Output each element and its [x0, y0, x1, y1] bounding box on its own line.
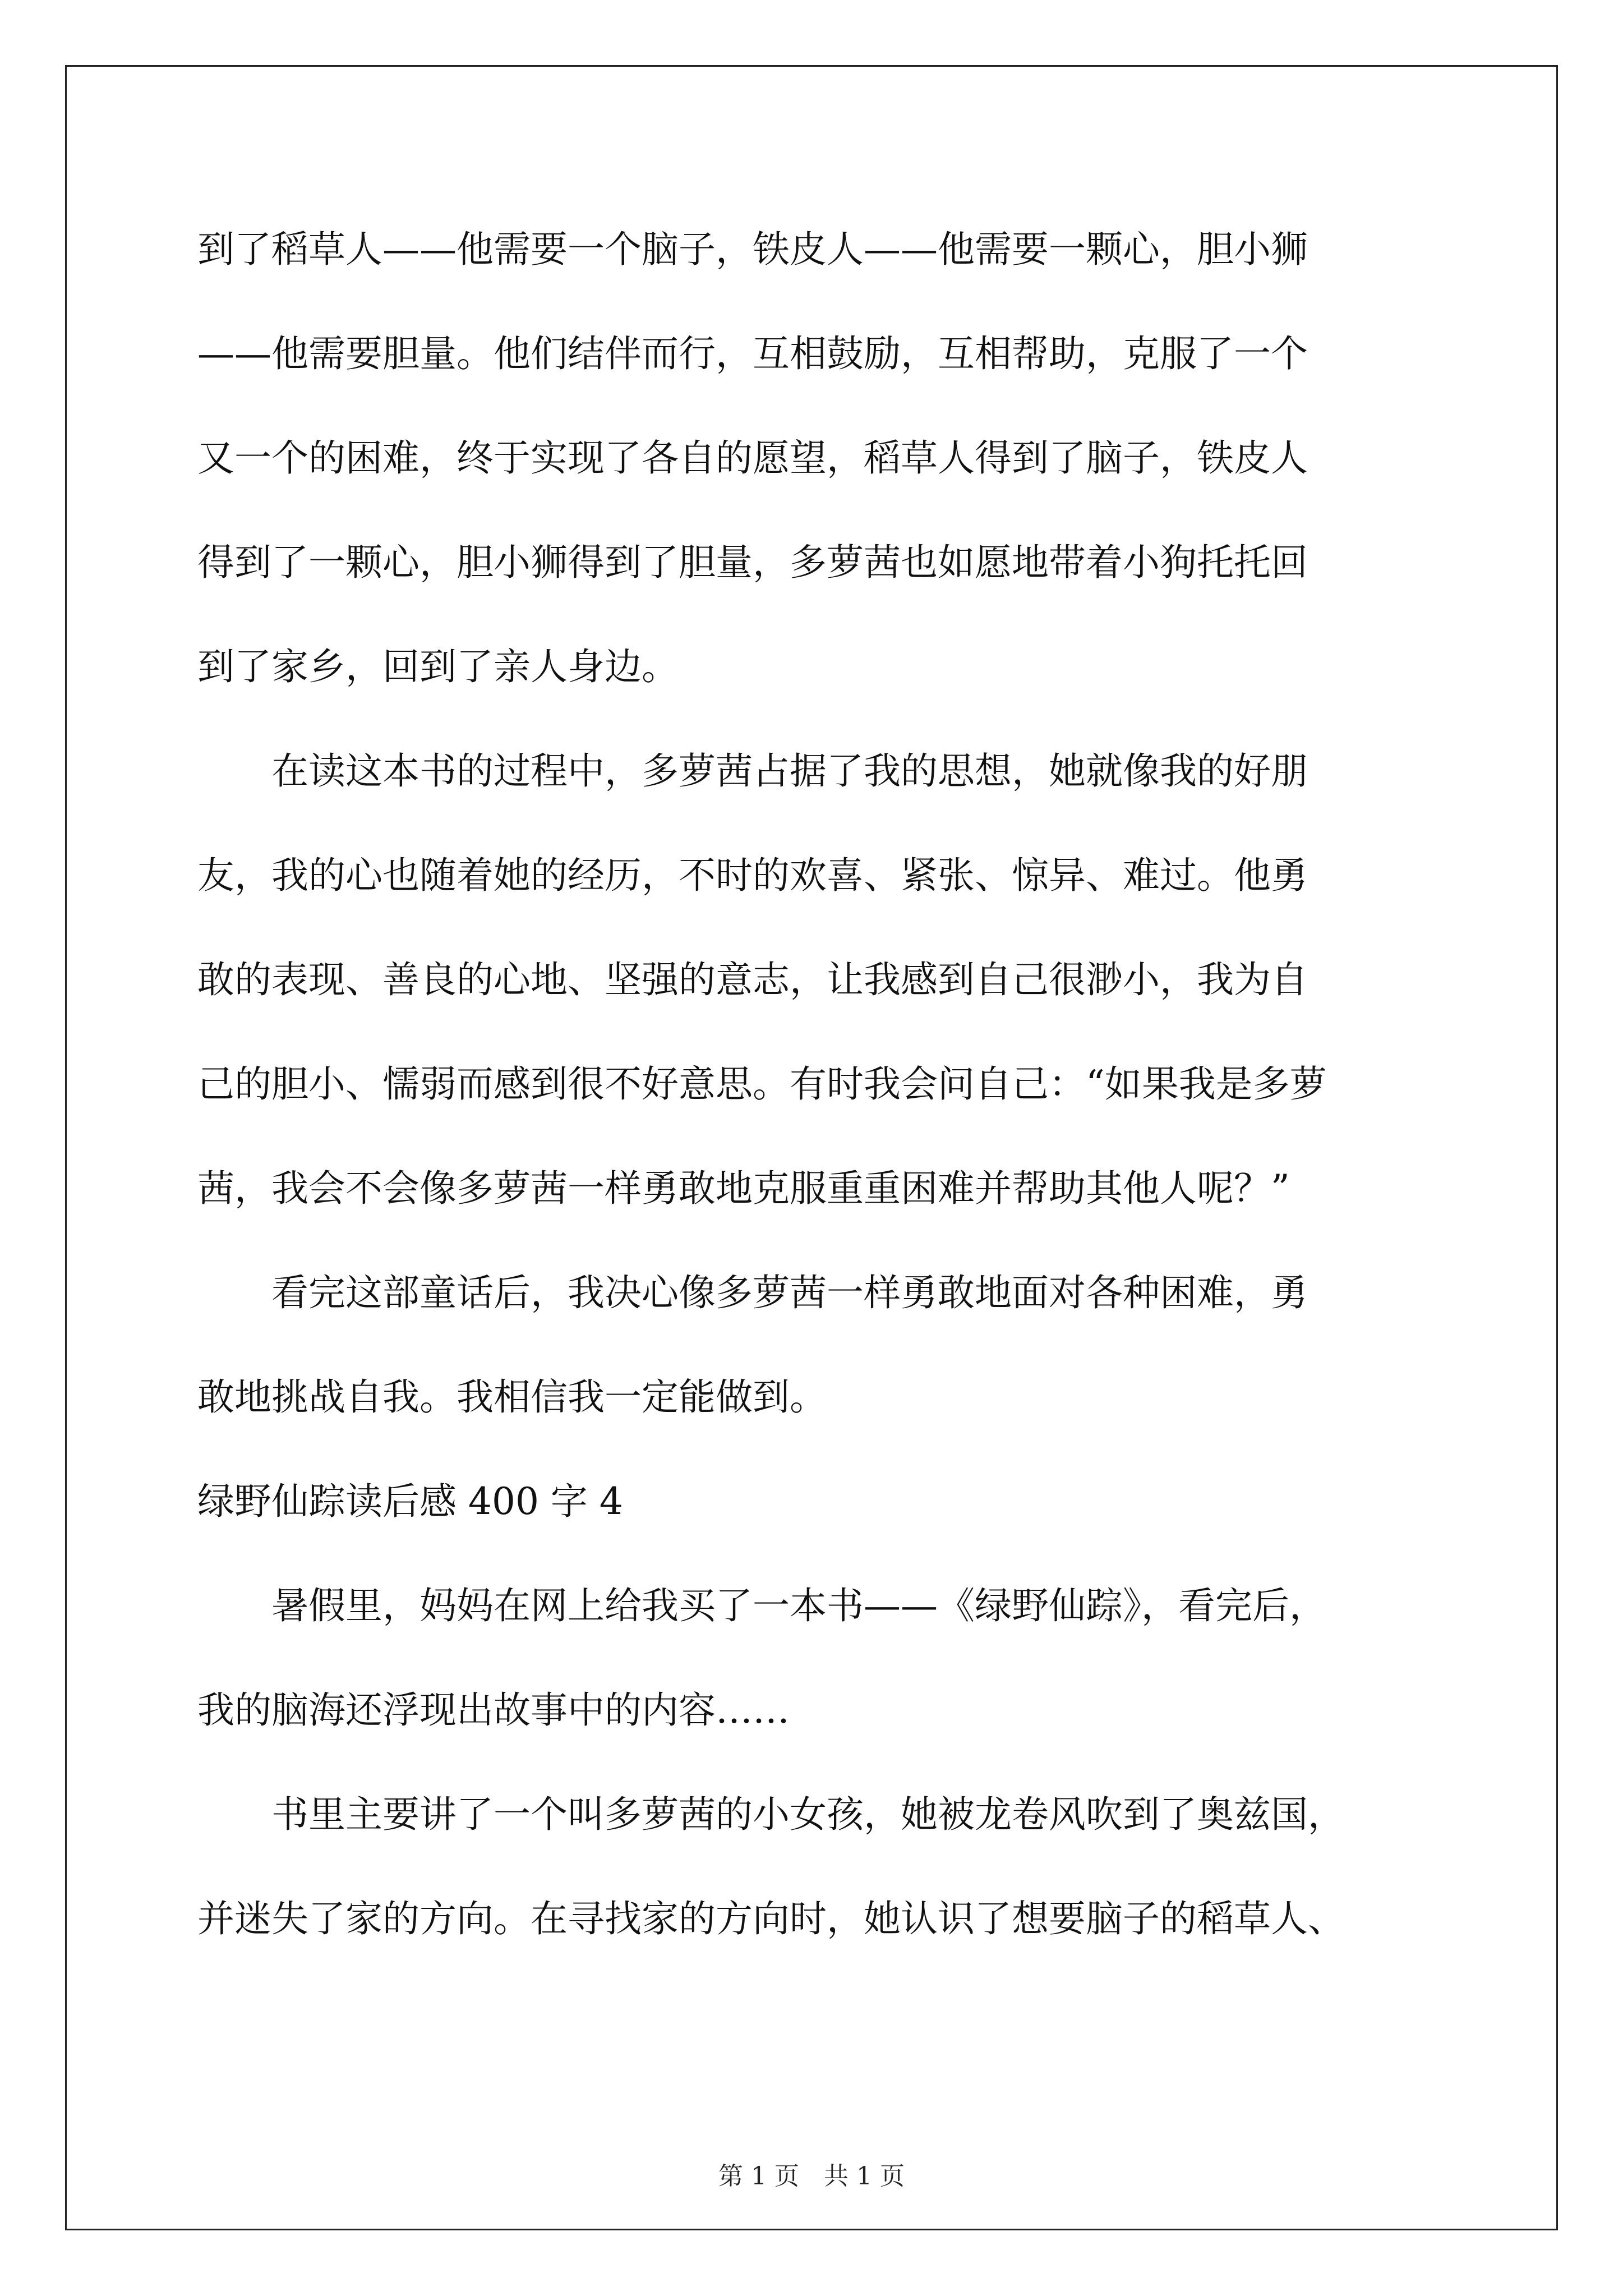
text-line: 敢的表现、善良的心地、坚强的意志，让我感到自己很渺小，我为自 [197, 958, 1308, 1001]
text-line: 在读这本书的过程中，多萝茜占据了我的思想，她就像我的好朋 [197, 749, 1308, 793]
text-line: 书里主要讲了一个叫多萝茜的小女孩，她被龙卷风吹到了奥兹国， [197, 1793, 1345, 1836]
text-line: 我的脑海还浮现出故事中的内容…… [197, 1688, 790, 1732]
text-line: 友，我的心也随着她的经历，不时的欢喜、紧张、惊异、难过。他勇 [197, 854, 1308, 897]
text-line: 茜，我会不会像多萝茜一样勇敢地克服重重困难并帮助其他人呢？” [197, 1167, 1290, 1210]
text-line: ——他需要胆量。他们结伴而行，互相鼓励，互相帮助，克服了一个 [197, 332, 1308, 375]
text-line: 敢地挑战自我。我相信我一定能做到。 [197, 1375, 827, 1419]
text-line: 到了稻草人——他需要一个脑子，铁皮人——他需要一颗心，胆小狮 [197, 228, 1308, 271]
document-body [197, 220, 1431, 1994]
text-line: 看完这部童话后，我决心像多萝茜一样勇敢地面对各种困难，勇 [197, 1271, 1308, 1314]
text-line: 并迷失了家的方向。在寻找家的方向时，她认识了想要脑子的稻草人、 [197, 1897, 1345, 1940]
page-footer: 第 1 页 共 1 页 [718, 2162, 905, 2191]
text-line: 得到了一颗心，胆小狮得到了胆量，多萝茜也如愿地带着小狗托托回 [197, 541, 1308, 584]
text-line: 暑假里，妈妈在网上给我买了一本书——《绿野仙踪》，看完后， [197, 1584, 1326, 1627]
text-line: 己的胆小、懦弱而感到很不好意思。有时我会问自己：“如果我是多萝 [197, 1062, 1327, 1106]
section-heading: 绿野仙踪读后感 400 字 4 [197, 1480, 623, 1523]
text-line: 到了家乡，回到了亲人身边。 [197, 645, 679, 688]
text-line: 又一个的困难，终于实现了各自的愿望，稻草人得到了脑子，铁皮人 [197, 436, 1308, 480]
